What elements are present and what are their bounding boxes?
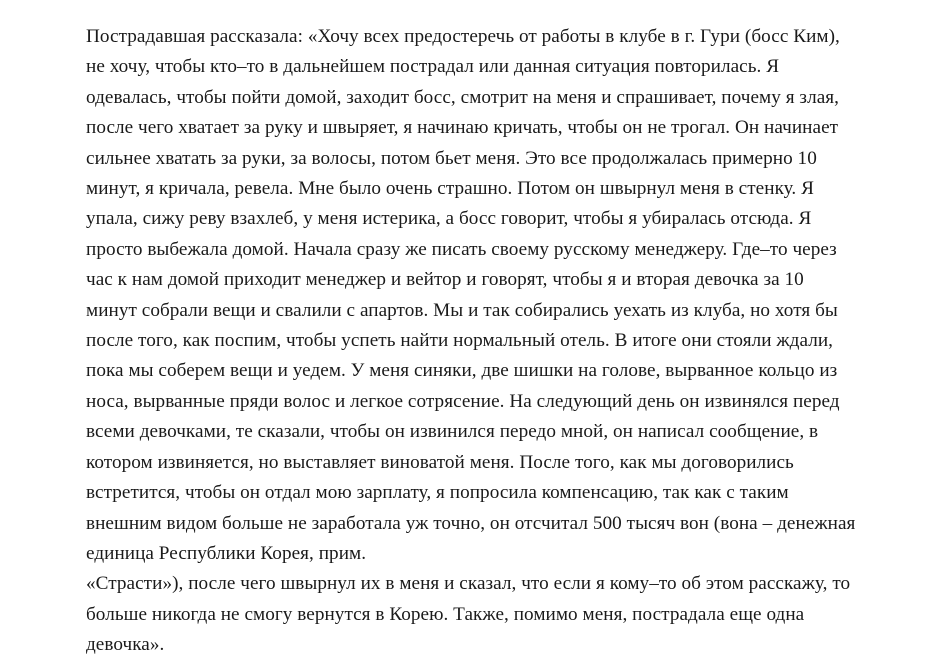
article-paragraph-2: «Страсти»), после чего швырнул их в меня и сказал, что если я кому–то об этом расскажу, то больше никогда не смогу вернутся в Корею. Также, помимо меня, пострадала еще одна девочка». xyxy=(86,573,856,656)
article-paragraph-1: Пострадавшая рассказала: «Хочу всех предостеречь от работы в клубе в г. Гури (босс Ким), не хочу, чтобы кто–то в дальнейшем пострадал или данная ситуация повторилась. Я одевалась, чтобы пойти домой, заходит босс, смотрит на меня и спрашивает, почему я злая, после чего хватает за руку и швыряет, я начинаю кричать, чтобы он не трогал. Он начинает сильнее хватать за руки, за волосы, потом бьет меня. Это все продолжалась примерно 10 минут, я кричала, ревела. Мне было очень страшно. Потом он швырнул меня в стенку. Я упала, сижу реву взахлеб, у меня истерика, а босс говорит, чтобы я убиралась отсюда. Я просто выбежала домой. Начала сразу же писать своему русскому менеджеру. Где–то через час к нам домой приходит менеджер и вейтор и говорят, чтобы я и вторая девочка за 10 минут собрали вещи и свалили с апартов. Мы и так собирались уехать из клуба, но хотя бы после того, как поспим, чтобы успеть найти нормальный отель. В итоге они стояли ждали, пока мы соберем вещи и уедем. У меня синяки, две шишки на голове, вырванное кольцо из носа, вырванные пряди волос и легкое сотрясение. На следующий день он извинялся перед всеми девочками, те сказали, чтобы он извинился передо мной, он написал сообщение, в котором извиняется, но выставляет виноватой меня. После того, как мы договорились встретится, чтобы он отдал мою зарплату, я попросила компенсацию, так как с таким внешним видом больше не заработала уж точно, он отсчитал 500 тысяч вон (вона – денежная единица Республики Корея, прим. xyxy=(86,26,861,564)
